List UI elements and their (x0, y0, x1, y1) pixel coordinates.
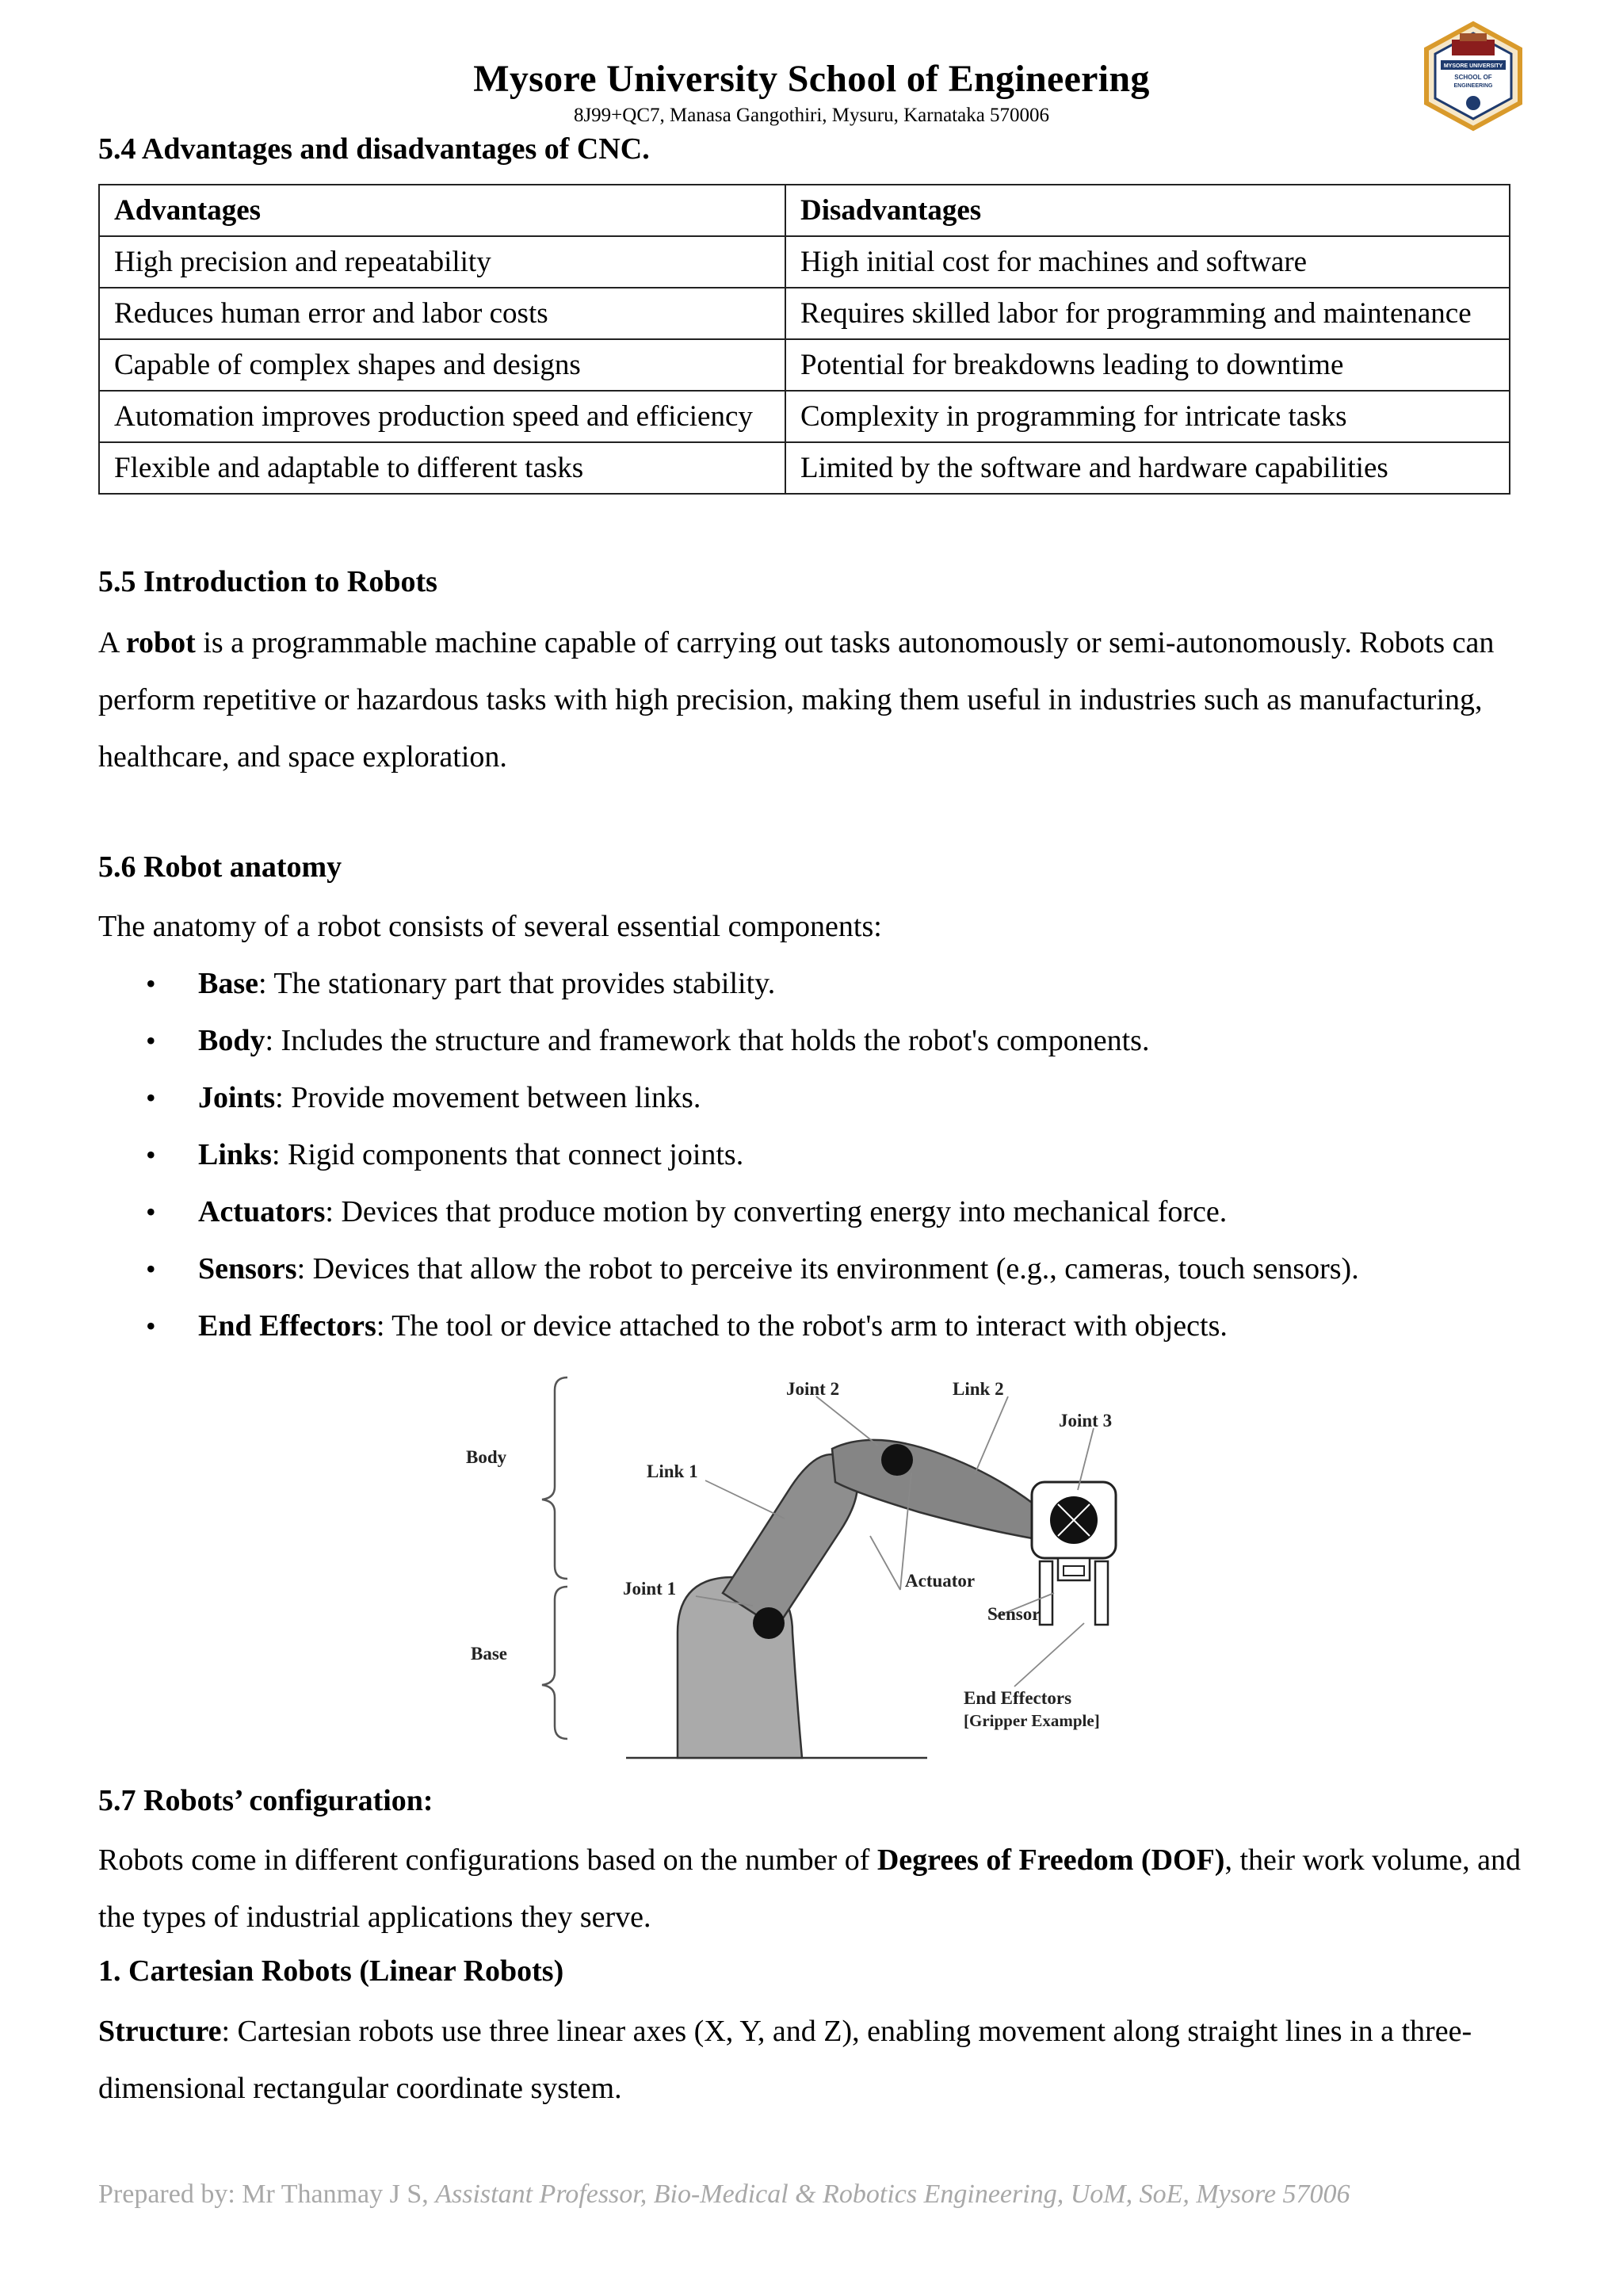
list-item: • Base: The stationary part that provides stability. (98, 955, 1359, 1012)
label-joint-2: Joint 2 (786, 1379, 840, 1399)
robot-link-2-shape (832, 1440, 1049, 1539)
table-cell: Reduces human error and labor costs (99, 288, 785, 339)
label-joint-3: Joint 3 (1059, 1411, 1113, 1431)
table-header-row (99, 185, 1510, 236)
section-5-6-title: 5.6 Robot anatomy (98, 850, 342, 884)
page-footer: Prepared by: Mr Thanmay J S, Assistant Professor, Bio-Medical & Robotics Engineering, UoM, SoE, Mysore 57006 (98, 2179, 1350, 2209)
list-item: • Actuators: Devices that produce motion by converting energy into mechanical force. (98, 1183, 1359, 1240)
list-item: • End Effectors: The tool or device attached to the robot's arm to interact with objects. (98, 1297, 1359, 1354)
table-cell: Automation improves production speed and efficiency (99, 391, 785, 442)
label-link-1: Link 1 (647, 1461, 698, 1481)
university-address: 8J99+QC7, Manasa Gangothiri, Mysuru, Karnataka 570006 (573, 105, 1050, 126)
list-item: • Body: Includes the structure and framework that holds the robot's components. (98, 1012, 1359, 1069)
table-cell: Requires skilled labor for programming and maintenance (785, 288, 1510, 339)
joint-2-dot (881, 1444, 913, 1476)
label-actuator: Actuator (905, 1571, 976, 1591)
disadvantages-header: Disadvantages (785, 185, 1510, 236)
university-logo (1420, 21, 1526, 132)
list-item: • Joints: Provide movement between links. (98, 1069, 1359, 1126)
section-5-5-title: 5.5 Introduction to Robots (98, 565, 437, 598)
anatomy-components-list (98, 955, 1359, 1354)
joint-1-dot (753, 1607, 785, 1639)
robot-intro-paragraph: A robot is a programmable machine capable of carrying out tasks autonomously or semi-autonomously. Robots can perform repetitive or hazardous tasks with high precision, making them useful in industries such as manufacturing, healthcare, and space exploration. (98, 626, 1495, 774)
svg-text:SCHOOL OF: SCHOOL OF (1454, 74, 1492, 81)
label-end-effectors: End Effectors (964, 1688, 1072, 1708)
table-row (99, 391, 1510, 442)
list-item: • Links: Rigid components that connect joints. (98, 1126, 1359, 1183)
configuration-paragraph: Robots come in different configurations based on the number of Degrees of Freedom (DOF), their work volume, and the types of industrial applications they serve. (98, 1843, 1522, 1934)
table-cell: Potential for breakdowns leading to downtime (785, 339, 1510, 391)
table-cell: Complexity in programming for intricate tasks (785, 391, 1510, 442)
table-cell: High initial cost for machines and software (785, 236, 1510, 288)
table-cell: Limited by the software and hardware capabilities (785, 442, 1510, 494)
anatomy-intro: The anatomy of a robot consists of several essential components: (98, 910, 882, 943)
cnc-advantages-table (98, 184, 1510, 495)
table-cell: High precision and repeatability (99, 236, 785, 288)
table-row (99, 442, 1510, 494)
label-link-2: Link 2 (953, 1379, 1004, 1399)
cartesian-structure-paragraph: Structure: Cartesian robots use three linear axes (X, Y, and Z), enabling movement along straight lines in a three-dimensional rectangular coordinate system. (98, 2015, 1472, 2105)
label-sensor: Sensor (987, 1604, 1041, 1624)
body-brace (542, 1377, 567, 1579)
table-row (99, 236, 1510, 288)
robot-anatomy-diagram (444, 1363, 1205, 1767)
section-5-7-title: 5.7 Robots’ configuration: (98, 1784, 433, 1817)
gripper-finger-left (1040, 1561, 1052, 1625)
university-title: Mysore University School of Engineering (473, 58, 1150, 100)
table-cell: Capable of complex shapes and designs (99, 339, 785, 391)
table-row (99, 288, 1510, 339)
cartesian-robots-title: 1. Cartesian Robots (Linear Robots) (98, 1954, 564, 1988)
label-joint-1: Joint 1 (623, 1579, 677, 1599)
label-gripper-example: [Gripper Example] (964, 1711, 1100, 1730)
gripper-finger-right (1095, 1561, 1108, 1625)
base-brace (542, 1587, 567, 1739)
label-body: Body (466, 1447, 507, 1467)
gripper-sensor (1064, 1566, 1084, 1576)
table-row (99, 339, 1510, 391)
label-base: Base (471, 1644, 507, 1664)
svg-text:MYSORE UNIVERSITY: MYSORE UNIVERSITY (1443, 63, 1503, 69)
section-5-4-title: 5.4 Advantages and disadvantages of CNC. (98, 132, 650, 166)
svg-text:ENGINEERING: ENGINEERING (1453, 83, 1493, 89)
advantages-header: Advantages (99, 185, 785, 236)
list-item: • Sensors: Devices that allow the robot to perceive its environment (e.g., cameras, touch sensors). (98, 1240, 1359, 1297)
table-cell: Flexible and adaptable to different tasks (99, 442, 785, 494)
